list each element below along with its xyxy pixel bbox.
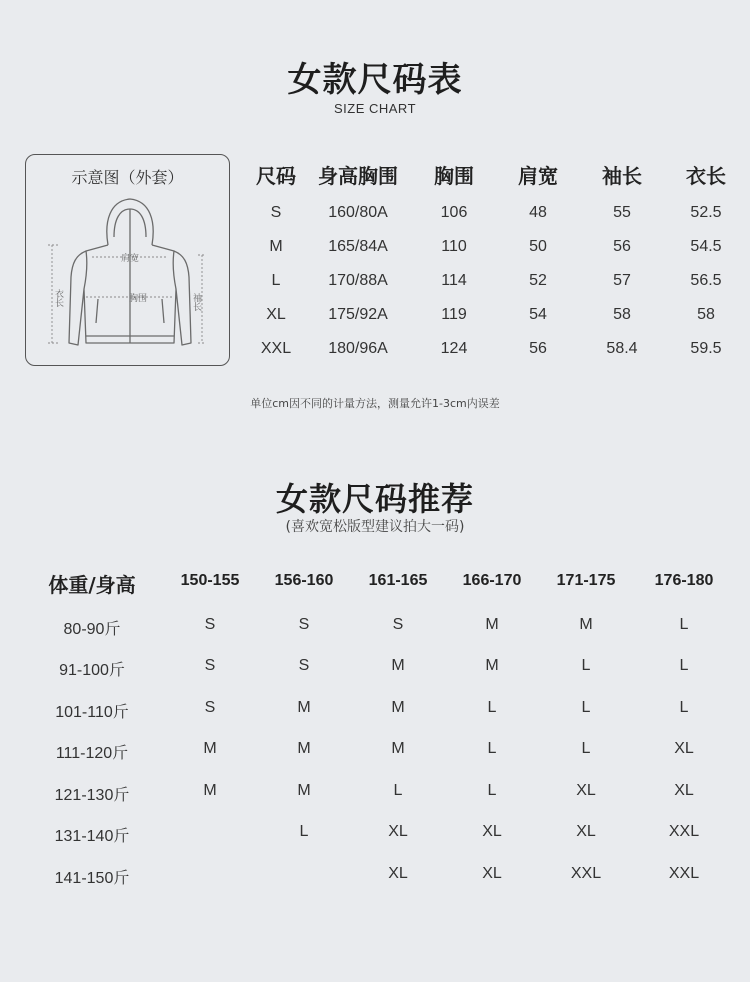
size-table-cell: 58: [613, 306, 631, 323]
size-table-cell: 119: [441, 306, 467, 323]
rec-size-cell: L: [487, 782, 497, 799]
rec-size-cell: S: [204, 657, 216, 674]
rec-corner-header: 体重/身高: [48, 573, 136, 597]
rec-weight-cell: 80-90斤: [63, 621, 121, 638]
rec-size-cell: S: [298, 657, 310, 674]
size-table-cell: XXL: [260, 340, 292, 357]
size-table-cell: 55: [613, 204, 631, 221]
rec-size-cell: XL: [388, 865, 408, 882]
rec-size-cell: S: [298, 616, 310, 633]
rec-size-cell: M: [579, 616, 593, 633]
size-table-cell: 52.5: [690, 204, 722, 221]
diagram-mark-shoulder: 肩宽: [120, 254, 140, 264]
size-table-cell: 180/96A: [328, 340, 388, 357]
rec-size-cell: XL: [482, 823, 502, 840]
size-header-cell: 胸围: [434, 164, 474, 188]
size-table-cell: 52: [529, 272, 547, 289]
measurement-note: 单位cm因不同的计量方法，测量允许1-3cm内误差: [250, 397, 500, 410]
rec-size-cell: L: [581, 699, 591, 716]
rec-weight-cell: 141-150斤: [54, 870, 130, 887]
rec-size-cell: M: [203, 740, 217, 757]
rec-size-cell: XXL: [570, 865, 602, 882]
size-table-cell: 170/88A: [328, 272, 388, 289]
garment-diagram-panel: [25, 154, 230, 366]
rec-size-cell: XL: [674, 782, 694, 799]
size-table-cell: 48: [529, 204, 547, 221]
size-table-cell: 124: [440, 340, 468, 357]
rec-size-cell: XXL: [668, 823, 700, 840]
size-table-cell: S: [270, 204, 282, 221]
rec-height-header: 176-180: [654, 572, 714, 589]
rec-height-header: 156-160: [274, 572, 334, 589]
rec-weight-cell: 131-140斤: [54, 828, 130, 845]
rec-size-cell: M: [485, 657, 499, 674]
size-table-cell: L: [271, 272, 281, 289]
rec-size-cell: M: [391, 740, 405, 757]
size-table-cell: M: [269, 238, 283, 255]
rec-height-header: 150-155: [180, 572, 240, 589]
diagram-label: 示意图（外套）: [71, 168, 184, 187]
rec-size-cell: XL: [388, 823, 408, 840]
recommendation-title: 女款尺码推荐: [275, 480, 474, 518]
size-table-cell: XL: [266, 306, 286, 323]
rec-size-cell: XL: [674, 740, 694, 757]
rec-size-cell: L: [487, 699, 497, 716]
rec-height-header: 161-165: [368, 572, 428, 589]
size-table-cell: 54.5: [690, 238, 722, 255]
rec-size-cell: XL: [482, 865, 502, 882]
rec-size-cell: L: [581, 740, 591, 757]
size-header-cell: 尺码: [256, 164, 296, 188]
size-header-cell: 身高胸围: [318, 164, 398, 188]
rec-size-cell: L: [581, 657, 591, 674]
size-table-cell: 58.4: [606, 340, 638, 357]
size-table-cell: 58: [697, 306, 715, 323]
rec-weight-cell: 91-100斤: [59, 662, 125, 679]
rec-size-cell: M: [203, 782, 217, 799]
size-table-cell: 114: [441, 272, 467, 289]
rec-size-cell: L: [487, 740, 497, 757]
rec-size-cell: S: [204, 616, 216, 633]
size-table-cell: 54: [529, 306, 547, 323]
rec-size-cell: L: [299, 823, 309, 840]
size-table-cell: 56.5: [690, 272, 722, 289]
rec-size-cell: L: [393, 782, 403, 799]
size-table-cell: 57: [613, 272, 631, 289]
rec-size-cell: XL: [576, 823, 596, 840]
size-table-cell: 56: [613, 238, 631, 255]
size-header-cell: 肩宽: [518, 164, 558, 188]
size-chart-subtitle: SIZE CHART: [333, 101, 417, 116]
rec-size-cell: M: [485, 616, 499, 633]
jacket-outline-icon: [48, 193, 208, 358]
rec-height-header: 166-170: [462, 572, 522, 589]
size-header-cell: 衣长: [686, 164, 726, 188]
rec-size-cell: S: [204, 699, 216, 716]
recommendation-subtitle: (喜欢宽松版型建议拍大一码): [285, 519, 465, 535]
size-table-cell: 59.5: [690, 340, 722, 357]
size-table-cell: 160/80A: [328, 204, 388, 221]
rec-size-cell: M: [297, 782, 311, 799]
rec-weight-cell: 111-120斤: [55, 745, 129, 762]
rec-size-cell: L: [679, 616, 689, 633]
rec-size-cell: L: [679, 657, 689, 674]
rec-size-cell: L: [679, 699, 689, 716]
size-table-cell: 50: [529, 238, 547, 255]
size-table-cell: 110: [441, 238, 467, 255]
diagram-mark-length: 衣长: [53, 289, 63, 307]
rec-size-cell: M: [391, 657, 405, 674]
rec-weight-cell: 121-130斤: [54, 787, 130, 804]
diagram-mark-chest: 胸围: [128, 294, 148, 304]
rec-weight-cell: 101-110斤: [55, 704, 129, 721]
rec-height-header: 171-175: [556, 572, 616, 589]
size-table-cell: 175/92A: [328, 306, 388, 323]
rec-size-cell: M: [297, 699, 311, 716]
size-header-cell: 袖长: [602, 164, 642, 188]
size-table-cell: 165/84A: [328, 238, 388, 255]
size-chart-title: 女款尺码表: [287, 60, 463, 100]
rec-size-cell: XL: [576, 782, 596, 799]
rec-size-cell: XXL: [668, 865, 700, 882]
diagram-mark-sleeve: 袖长: [191, 293, 201, 311]
rec-size-cell: S: [392, 616, 404, 633]
size-table-cell: 56: [529, 340, 547, 357]
size-table-cell: 106: [440, 204, 468, 221]
rec-size-cell: M: [297, 740, 311, 757]
rec-size-cell: M: [391, 699, 405, 716]
